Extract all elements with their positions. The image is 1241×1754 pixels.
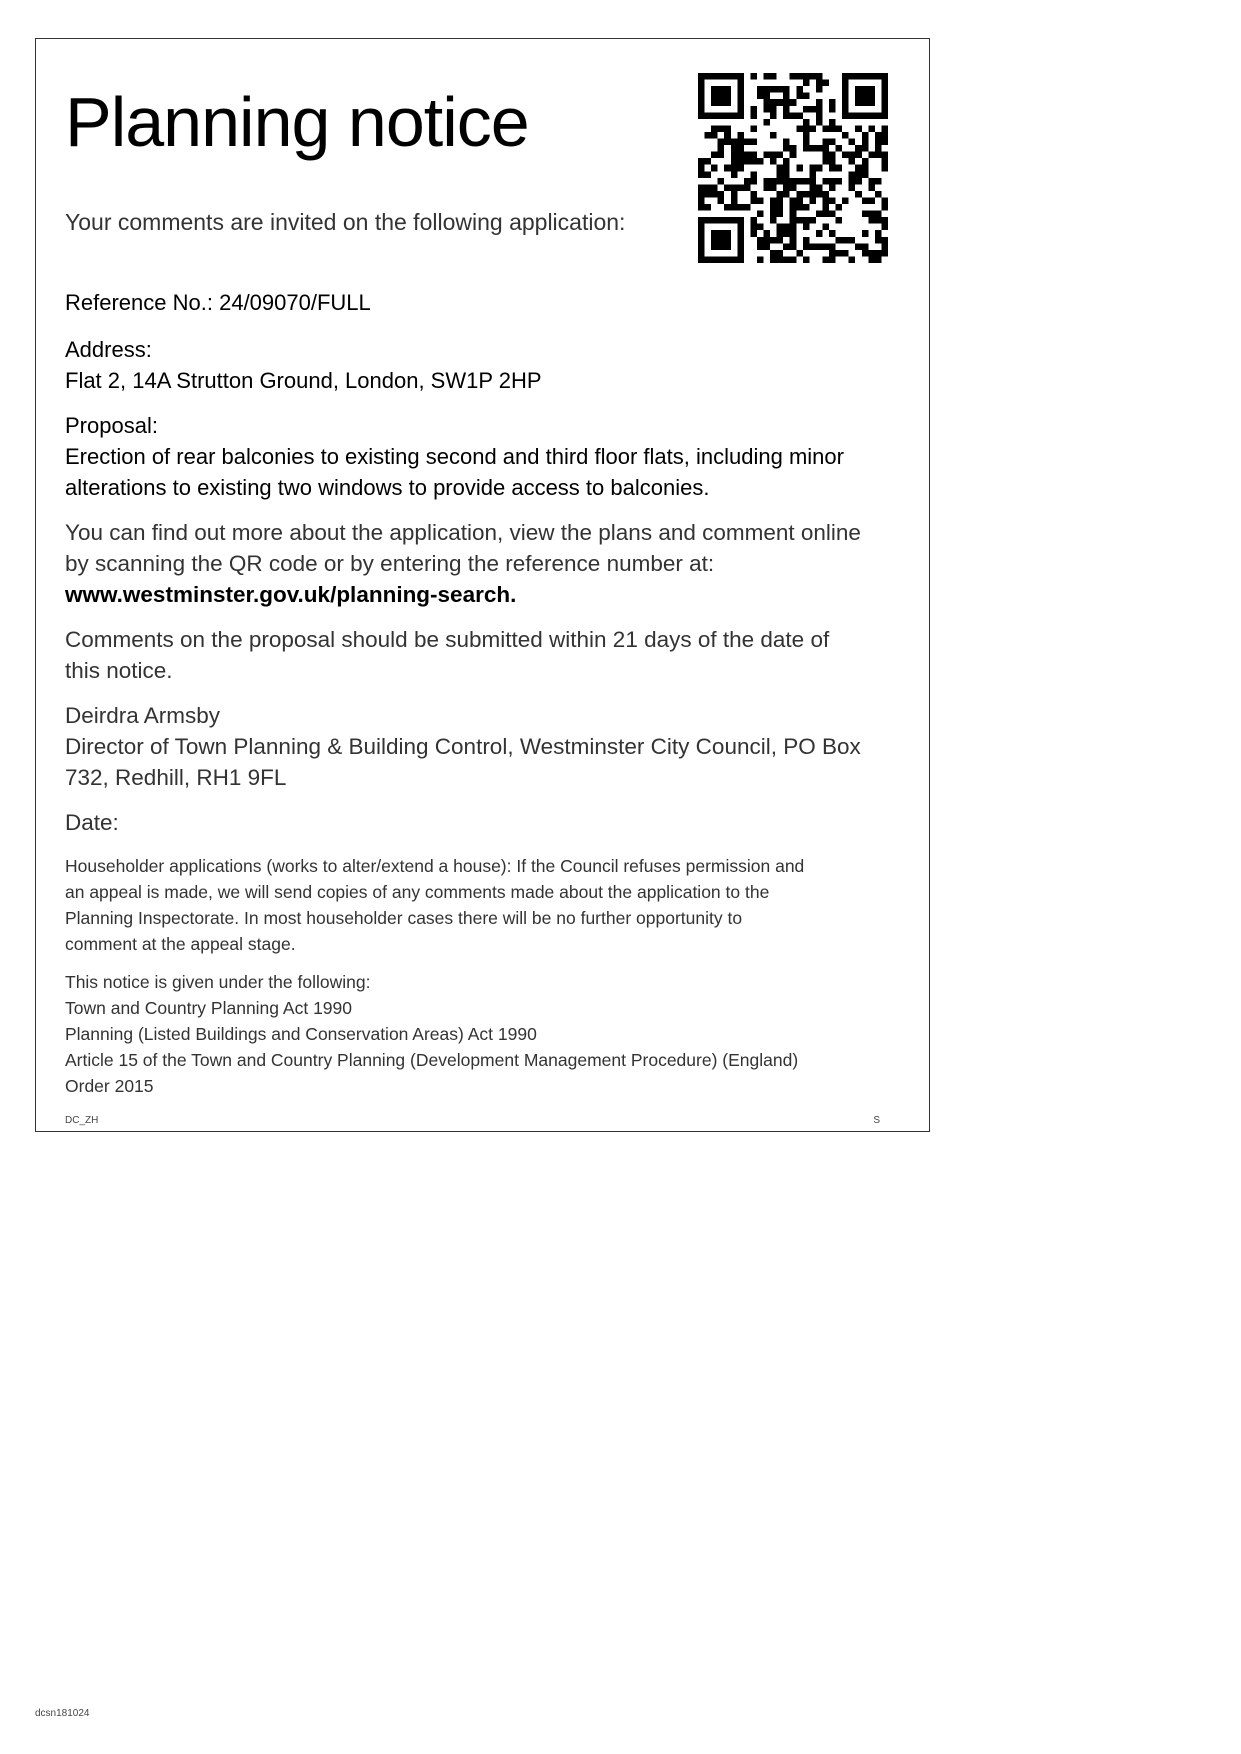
signatory-role-line-2: 732, Redhill, RH1 9FL: [65, 765, 287, 790]
reference-line: [65, 287, 905, 318]
address-label: Address:: [65, 337, 152, 362]
info-paragraph: [65, 517, 905, 610]
reference-number: 24/09070/FULL: [219, 290, 371, 315]
website-link[interactable]: www.westminster.gov.uk/planning-search.: [65, 582, 517, 607]
signatory-block: [65, 700, 905, 793]
comments-paragraph: [65, 624, 905, 686]
signatory-role-line-1: Director of Town Planning & Building Control, Westminster City Council, PO Box: [65, 734, 861, 759]
page-title: Planning notice: [65, 83, 529, 161]
householder-line-2: an appeal is made, we will send copies of any comments made about the application to the: [65, 882, 770, 902]
page-code: dcsn181024: [35, 1708, 90, 1719]
info-line-1: You can find out more about the application, view the plans and comment online: [65, 520, 861, 545]
date-label: Date:: [65, 810, 119, 835]
householder-line-1: Householder applications (works to alter/extend a house): If the Council refuses permission and: [65, 856, 805, 876]
legal-intro: This notice is given under the following:: [65, 972, 371, 992]
legal-line-2: Planning (Listed Buildings and Conservation Areas) Act 1990: [65, 1024, 537, 1044]
legal-line-3: Article 15 of the Town and Country Planning (Development Management Procedure) (England): [65, 1050, 799, 1070]
proposal-line-2: alterations to existing two windows to provide access to balconies.: [65, 475, 710, 500]
householder-line-3: Planning Inspectorate. In most householder cases there will be no further opportunity to: [65, 908, 743, 928]
qr-code: [698, 73, 888, 263]
planning-notice: [35, 38, 930, 1132]
intro-text: Your comments are invited on the following application:: [65, 209, 626, 235]
signatory-name: Deirdra Armsby: [65, 703, 221, 728]
footer-code-left: DC_ZH: [65, 1115, 99, 1126]
reference-label: Reference No.:: [65, 290, 213, 315]
proposal-label: Proposal:: [65, 413, 158, 438]
householder-paragraph: [65, 853, 905, 957]
proposal-block: [65, 410, 905, 503]
address-block: [65, 334, 905, 396]
legal-line-4: Order 2015: [65, 1076, 154, 1096]
legal-line-1: Town and Country Planning Act 1990: [65, 998, 352, 1018]
proposal-line-1: Erection of rear balconies to existing second and third floor flats, including minor: [65, 444, 844, 469]
comments-line-1: Comments on the proposal should be submitted within 21 days of the date of: [65, 627, 830, 652]
comments-line-2: this notice.: [65, 658, 173, 683]
legal-paragraph: [65, 969, 905, 1099]
householder-line-4: comment at the appeal stage.: [65, 934, 296, 954]
footer-code-right: S: [873, 1115, 880, 1126]
info-line-2: by scanning the QR code or by entering the reference number at:: [65, 551, 715, 576]
address-value: Flat 2, 14A Strutton Ground, London, SW1P 2HP: [65, 368, 542, 393]
